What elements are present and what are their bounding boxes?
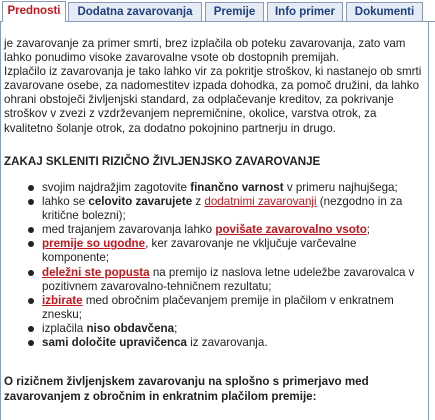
povisate-vsoto-link[interactable]: povišate zavarovalno vsoto bbox=[215, 223, 367, 237]
section-heading: ZAKAJ SKLENITI RIZIČNO ŽIVLJENJSKO ZAVAROVANJE bbox=[4, 155, 321, 168]
bullet-icon bbox=[28, 340, 34, 346]
list-item bbox=[0, 223, 428, 237]
bullet-icon bbox=[28, 185, 34, 191]
list-item bbox=[0, 181, 428, 195]
list-item bbox=[0, 322, 428, 336]
intro-paragraph-1: je zavarovanje za primer smrti, brez izplačila ob poteku zavarovanja, zato vam lahko ponudimo visoke zavarovalne vsote ob dostopnih premijah. bbox=[4, 37, 406, 65]
text: z bbox=[192, 195, 205, 209]
list-item bbox=[0, 237, 428, 265]
bullet-icon bbox=[28, 298, 34, 304]
bold-text: sami določite upravičenca bbox=[42, 336, 187, 350]
tab-dokumenti[interactable]: Dokumenti bbox=[346, 2, 423, 21]
list-item bbox=[0, 195, 428, 223]
bullet-icon bbox=[28, 199, 34, 205]
tab-premije[interactable]: Premije bbox=[205, 2, 264, 21]
bullet-icon bbox=[28, 326, 34, 332]
intro-text bbox=[4, 37, 424, 136]
text: v primeru najhujšega; bbox=[283, 181, 398, 194]
text: med obročnim plačevanjem premije in plačilom v enkratnem znesku; bbox=[42, 293, 394, 321]
tab-info-primer[interactable]: Info primer bbox=[267, 2, 343, 21]
text: na premijo iz naslova letne udeležbe zavarovalca v pozitivnem zavarovalno-tehničnem rezultatu; bbox=[42, 265, 415, 293]
bullet-icon bbox=[28, 227, 34, 233]
text: svojim najdražjim zagotovite bbox=[42, 181, 191, 194]
tab-prednosti[interactable]: Prednosti bbox=[2, 1, 66, 22]
text: ; bbox=[366, 223, 371, 237]
izbirate-link[interactable]: izbirate bbox=[42, 293, 83, 307]
bullet-icon bbox=[28, 270, 34, 276]
text: (nezgodno in za kritične bolezni); bbox=[42, 195, 403, 223]
bold-text: celovito zavarujete bbox=[88, 195, 193, 209]
text: lahko se bbox=[42, 195, 89, 209]
intro-paragraph-2: Izplačilo iz zavarovanja je tako lahko vir za pokritje stroškov, ki nastanejo ob smrti zavarovane osebe, za nadomestitev izpada dohodka, za pomoč družini, da lahko ohrani obstoječi življenjski standard, za odplačevanje kreditov, za pokrivanje stroškov v zvezi z vzdrževanjem nepremičnine, okolice, varstva otrok, za kvalitetno šolanje otrok, za dodatno pokojnino partnerju in drugo. bbox=[4, 65, 422, 135]
bold-text: niso obdavčena bbox=[86, 321, 175, 335]
list-item bbox=[0, 294, 428, 322]
list-item bbox=[0, 266, 428, 294]
bottom-heading: O rizičnem življenjskem zavarovanju na splošno s primerjavo med zavarovanjem z obročnim in enkratnim plačilom premije: bbox=[4, 375, 369, 403]
bold-text: finančno varnost bbox=[190, 181, 284, 194]
tab-dodatna-zavarovanja[interactable]: Dodatna zavarovanja bbox=[68, 2, 202, 21]
tab-bar bbox=[0, 0, 435, 22]
text: iz zavarovanja. bbox=[186, 336, 268, 350]
bullet-icon bbox=[28, 241, 34, 247]
text: izplačila bbox=[42, 321, 87, 335]
dodatna-zavarovanja-link[interactable]: dodatnimi zavarovanji bbox=[204, 195, 317, 209]
text: ; bbox=[174, 321, 178, 335]
list-item bbox=[0, 336, 428, 350]
popust-link[interactable]: deležni ste popusta bbox=[42, 265, 150, 279]
premije-ugodne-link[interactable]: premije so ugodne bbox=[42, 237, 146, 251]
benefits-list bbox=[0, 181, 428, 350]
text: med trajanjem zavarovanja lahko bbox=[42, 223, 216, 237]
text: , ker zavarovanje ne vključuje varčevalne komponente; bbox=[42, 237, 357, 265]
